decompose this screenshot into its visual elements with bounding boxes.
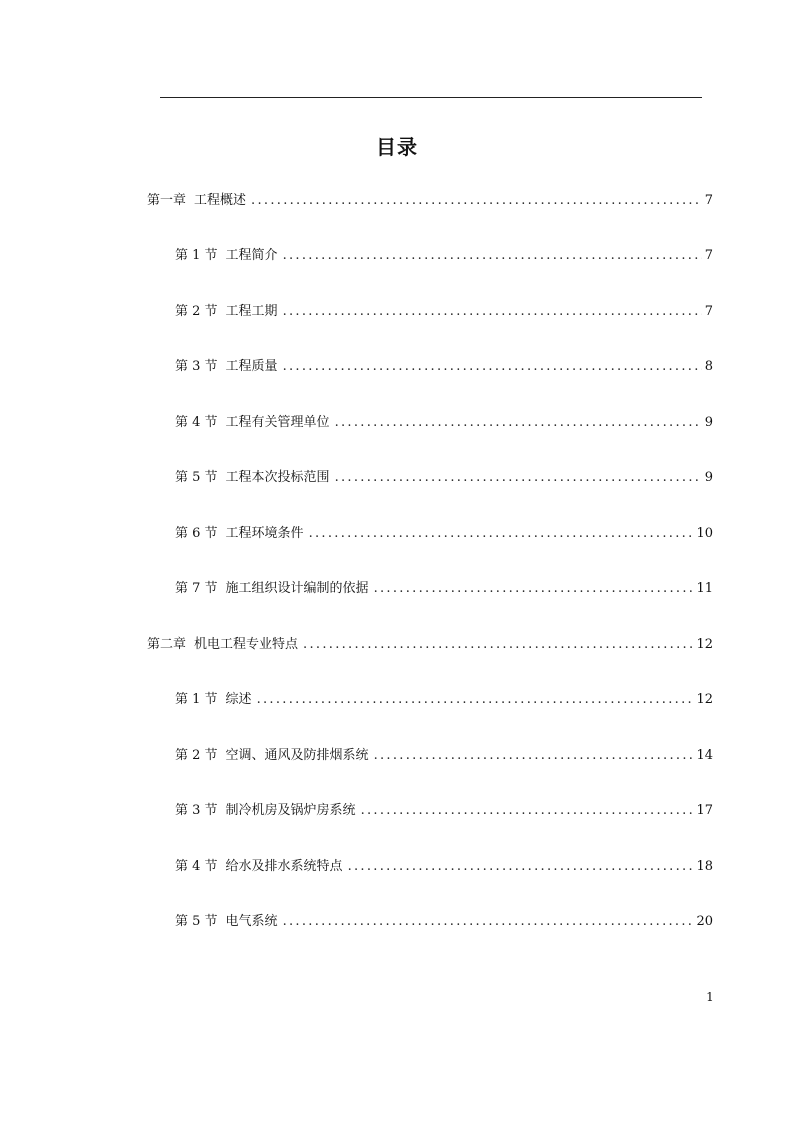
- toc-entry-section-1-4[interactable]: [175, 414, 713, 432]
- entry-page-number: 11: [696, 581, 713, 596]
- entry-page-number: 9: [704, 415, 713, 430]
- entry-number: 第 6 节: [175, 526, 218, 541]
- dot-leader: [257, 691, 694, 709]
- entry-label: [175, 525, 304, 543]
- entry-title: 工程环境条件: [225, 526, 304, 541]
- entry-number: 第 5 节: [175, 470, 218, 485]
- toc-entry-section-2-4[interactable]: [175, 858, 713, 876]
- toc-entry-chapter-1[interactable]: [147, 192, 713, 210]
- page-number: 1: [706, 990, 714, 1004]
- entry-title: 工程有关管理单位: [225, 415, 330, 430]
- entry-page-number: 18: [696, 859, 713, 874]
- toc-entry-section-2-1[interactable]: [175, 691, 713, 709]
- entry-number: 第 1 节: [175, 248, 218, 263]
- dot-leader: [283, 247, 702, 265]
- entry-label: [175, 414, 330, 432]
- toc-entry-section-1-3[interactable]: [175, 358, 713, 376]
- toc-entry-section-1-2[interactable]: [175, 303, 713, 321]
- entry-label: [175, 913, 278, 931]
- entry-number: 第 1 节: [175, 692, 218, 707]
- entry-page-number: 7: [704, 304, 713, 319]
- entry-label: [175, 247, 278, 265]
- entry-page-number: 8: [704, 359, 713, 374]
- dot-leader: [374, 580, 694, 598]
- toc-entry-chapter-2[interactable]: [147, 636, 713, 654]
- entry-page-number: 12: [696, 637, 713, 652]
- entry-page-number: 17: [696, 803, 713, 818]
- entry-label: [175, 303, 278, 321]
- entry-label: [175, 691, 252, 709]
- entry-title: 工程概述: [194, 193, 247, 208]
- dot-leader: [361, 802, 694, 820]
- entry-title: 工程简介: [225, 248, 278, 263]
- entry-label: [175, 747, 369, 765]
- entry-label: [147, 636, 298, 654]
- entry-page-number: 10: [696, 526, 713, 541]
- entry-number: 第 5 节: [175, 914, 218, 929]
- dot-leader: [348, 858, 694, 876]
- entry-number: 第 3 节: [175, 803, 218, 818]
- entry-page-number: 7: [704, 193, 713, 208]
- toc-entry-section-1-6[interactable]: [175, 525, 713, 543]
- entry-label: [175, 580, 369, 598]
- dot-leader: [283, 358, 702, 376]
- entry-title: 给水及排水系统特点: [225, 859, 343, 874]
- toc-title: 目录: [376, 135, 418, 159]
- entry-title: 工程质量: [225, 359, 278, 374]
- entry-title: 空调、通风及防排烟系统: [225, 748, 369, 763]
- entry-number: 第 4 节: [175, 859, 218, 874]
- entry-page-number: 20: [696, 914, 713, 929]
- entry-page-number: 9: [704, 470, 713, 485]
- entry-title: 电气系统: [225, 914, 278, 929]
- toc-entry-section-2-3[interactable]: [175, 802, 713, 820]
- toc-entry-section-2-2[interactable]: [175, 747, 713, 765]
- entry-page-number: 12: [696, 692, 713, 707]
- toc-entry-section-1-7[interactable]: [175, 580, 713, 598]
- entry-label: [175, 858, 343, 876]
- entry-title: 施工组织设计编制的依据: [225, 581, 369, 596]
- entry-number: 第 4 节: [175, 415, 218, 430]
- entry-title: 机电工程专业特点: [194, 637, 299, 652]
- entry-label: [175, 358, 278, 376]
- dot-leader: [309, 525, 694, 543]
- toc-entry-section-1-1[interactable]: [175, 247, 713, 265]
- entry-title: 综述: [225, 692, 252, 707]
- toc-entry-section-1-5[interactable]: [175, 469, 713, 487]
- entry-number: 第 7 节: [175, 581, 218, 596]
- entry-title: 工程工期: [225, 304, 278, 319]
- entry-page-number: 14: [696, 748, 713, 763]
- dot-leader: [251, 192, 702, 210]
- entry-number: 第 2 节: [175, 748, 218, 763]
- entry-number: 第 2 节: [175, 304, 218, 319]
- entry-label: [147, 192, 246, 210]
- entry-page-number: 7: [704, 248, 713, 263]
- dot-leader: [283, 303, 702, 321]
- entry-number: 第一章: [147, 193, 187, 208]
- dot-leader: [374, 747, 694, 765]
- dot-leader: [283, 913, 694, 931]
- entry-number: 第二章: [147, 637, 187, 652]
- entry-label: [175, 802, 356, 820]
- header-rule: [160, 97, 702, 98]
- entry-title: 制冷机房及锅炉房系统: [225, 803, 356, 818]
- toc-entry-section-2-5[interactable]: [175, 913, 713, 931]
- entry-number: 第 3 节: [175, 359, 218, 374]
- entry-label: [175, 469, 330, 487]
- dot-leader: [303, 636, 693, 654]
- dot-leader: [335, 469, 702, 487]
- dot-leader: [335, 414, 702, 432]
- entry-title: 工程本次投标范围: [225, 470, 330, 485]
